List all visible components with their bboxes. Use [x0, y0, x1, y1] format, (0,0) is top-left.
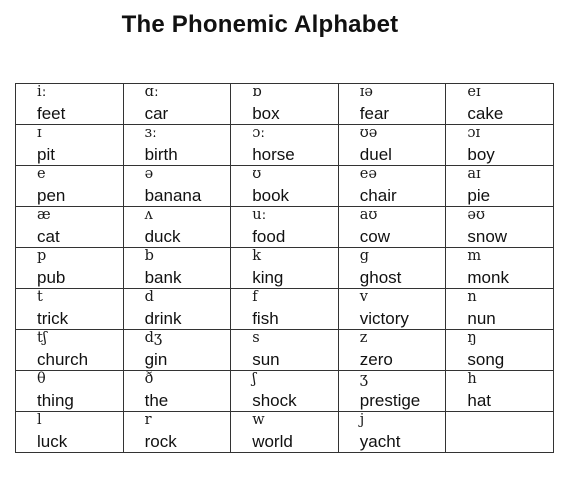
example-word: pub — [37, 268, 66, 287]
phoneme-cell — [231, 289, 339, 330]
phoneme-symbol: r — [144, 412, 152, 428]
phoneme-symbol: ɔɪ — [467, 125, 481, 141]
phoneme-symbol: ɪ — [37, 125, 42, 141]
example-word: victory — [359, 309, 409, 328]
phoneme-cell — [338, 248, 446, 289]
example-word: the — [144, 391, 169, 410]
phoneme-cell — [338, 330, 446, 371]
phoneme-symbol: l — [37, 412, 42, 428]
phoneme-symbol: tʃ — [37, 330, 47, 346]
phoneme-symbol: ə — [144, 166, 154, 182]
phoneme-cell — [446, 84, 554, 125]
phoneme-symbol: f — [252, 289, 258, 305]
phoneme-cell — [446, 330, 554, 371]
phoneme-cell — [446, 412, 554, 453]
phoneme-symbol: ʒ — [359, 371, 368, 387]
phoneme-cell — [16, 125, 124, 166]
phoneme-cell — [123, 207, 231, 248]
example-word: birth — [144, 145, 178, 164]
example-word: song — [467, 350, 505, 369]
phoneme-symbol: s — [252, 330, 260, 346]
phoneme-cell — [446, 125, 554, 166]
example-word: yacht — [359, 432, 401, 451]
phoneme-cell — [123, 371, 231, 412]
phoneme-cell — [123, 289, 231, 330]
example-word: feet — [37, 104, 66, 123]
phoneme-cell — [338, 371, 446, 412]
phoneme-cell — [338, 125, 446, 166]
phoneme-cell — [123, 248, 231, 289]
phoneme-symbol: uː — [252, 207, 267, 223]
phoneme-cell — [231, 248, 339, 289]
phoneme-symbol: z — [359, 330, 368, 346]
phoneme-symbol: ð — [144, 371, 154, 387]
phoneme-cell — [338, 166, 446, 207]
phoneme-symbol: eə — [359, 166, 377, 182]
phoneme-cell — [231, 84, 339, 125]
example-word: cat — [37, 227, 60, 246]
phoneme-cell — [231, 371, 339, 412]
example-word: church — [37, 350, 89, 369]
phoneme-cell — [16, 289, 124, 330]
phoneme-cell — [446, 166, 554, 207]
phoneme-symbol: eɪ — [467, 84, 481, 100]
example-word: world — [252, 432, 293, 451]
phoneme-symbol: ɪə — [359, 84, 373, 100]
phoneme-symbol: iː — [37, 84, 47, 100]
example-word: horse — [252, 145, 295, 164]
phoneme-symbol: dʒ — [144, 330, 163, 346]
example-word: box — [252, 104, 280, 123]
example-word: cake — [467, 104, 504, 123]
table-row — [16, 125, 554, 166]
phoneme-symbol: ɜː — [144, 125, 157, 141]
phoneme-symbol: m — [467, 248, 482, 264]
phoneme-symbol: d — [144, 289, 154, 305]
phoneme-cell — [16, 166, 124, 207]
phoneme-symbol: ʃ — [252, 371, 257, 387]
phoneme-cell — [16, 248, 124, 289]
phoneme-symbol: p — [37, 248, 47, 264]
phoneme-cell — [16, 330, 124, 371]
phoneme-cell — [123, 84, 231, 125]
table-row — [16, 207, 554, 248]
phoneme-symbol: ŋ — [467, 330, 477, 346]
phoneme-cell — [123, 412, 231, 453]
example-word: pit — [37, 145, 55, 164]
example-word: nun — [467, 309, 496, 328]
phoneme-symbol: ɑː — [144, 84, 159, 100]
phoneme-cell — [231, 166, 339, 207]
example-word: chair — [359, 186, 397, 205]
phoneme-symbol: aʊ — [359, 207, 378, 223]
phoneme-symbol: əʊ — [467, 207, 485, 223]
table-row — [16, 248, 554, 289]
table-row — [16, 166, 554, 207]
phoneme-symbol: t — [37, 289, 43, 305]
phoneme-table — [15, 83, 554, 453]
phoneme-cell — [338, 412, 446, 453]
phoneme-symbol: θ — [37, 371, 46, 387]
example-word: trick — [37, 309, 69, 328]
phoneme-symbol: b — [144, 248, 154, 264]
example-word: gin — [144, 350, 168, 369]
phoneme-cell — [338, 289, 446, 330]
example-word: king — [252, 268, 284, 287]
phoneme-symbol: æ — [37, 207, 51, 223]
phoneme-symbol: aɪ — [467, 166, 481, 182]
phoneme-symbol: ʌ — [144, 207, 153, 223]
example-word: shock — [252, 391, 297, 410]
example-word: luck — [37, 432, 68, 451]
example-word: fear — [359, 104, 390, 123]
phoneme-cell — [231, 412, 339, 453]
example-word: monk — [467, 268, 509, 287]
example-word: rock — [144, 432, 177, 451]
example-word: zero — [359, 350, 393, 369]
example-word: banana — [144, 186, 202, 205]
phoneme-cell — [231, 330, 339, 371]
example-word: hat — [467, 391, 492, 410]
example-word: boy — [467, 145, 495, 164]
phoneme-cell — [16, 84, 124, 125]
example-word: pie — [467, 186, 491, 205]
table-row — [16, 412, 554, 453]
phoneme-cell — [123, 330, 231, 371]
example-word: pen — [37, 186, 66, 205]
phoneme-symbol: g — [359, 248, 370, 264]
phoneme-symbol: ʊə — [359, 125, 378, 141]
example-word: fish — [252, 309, 279, 328]
example-word: snow — [467, 227, 508, 246]
phoneme-cell — [16, 207, 124, 248]
table-row — [16, 371, 554, 412]
example-word: book — [252, 186, 290, 205]
page-title: The Phonemic Alphabet — [121, 11, 399, 38]
phoneme-symbol: v — [359, 289, 368, 305]
table-row — [16, 84, 554, 125]
phoneme-cell — [338, 207, 446, 248]
example-word: bank — [144, 268, 182, 287]
phoneme-cell — [446, 248, 554, 289]
phoneme-symbol: n — [467, 289, 477, 305]
example-word: duck — [144, 227, 181, 246]
example-word: drink — [144, 309, 182, 328]
example-word: sun — [252, 350, 280, 369]
phoneme-symbol: w — [252, 412, 265, 428]
table-row — [16, 330, 554, 371]
phoneme-cell — [123, 166, 231, 207]
phoneme-symbol: j — [359, 412, 365, 428]
phoneme-symbol: h — [467, 371, 477, 387]
example-word: thing — [37, 391, 74, 410]
phoneme-cell — [123, 125, 231, 166]
phoneme-cell — [446, 371, 554, 412]
example-word: ghost — [359, 268, 402, 287]
phoneme-cell — [16, 371, 124, 412]
phoneme-symbol: ɔː — [252, 125, 266, 141]
example-word: duel — [359, 145, 392, 164]
example-word: food — [252, 227, 286, 246]
phoneme-cell — [231, 207, 339, 248]
phoneme-cell — [446, 207, 554, 248]
phoneme-cell — [338, 84, 446, 125]
phoneme-symbol — [467, 413, 553, 429]
phoneme-symbol: ɒ — [252, 84, 262, 100]
phoneme-cell — [231, 125, 339, 166]
example-word: prestige — [359, 391, 421, 410]
phoneme-symbol: k — [252, 248, 261, 264]
phoneme-cell — [16, 412, 124, 453]
example-word: cow — [359, 227, 391, 246]
phoneme-symbol: e — [37, 166, 46, 182]
phoneme-cell — [446, 289, 554, 330]
table-row — [16, 289, 554, 330]
phoneme-symbol: ʊ — [252, 166, 262, 182]
example-word: car — [144, 104, 169, 123]
